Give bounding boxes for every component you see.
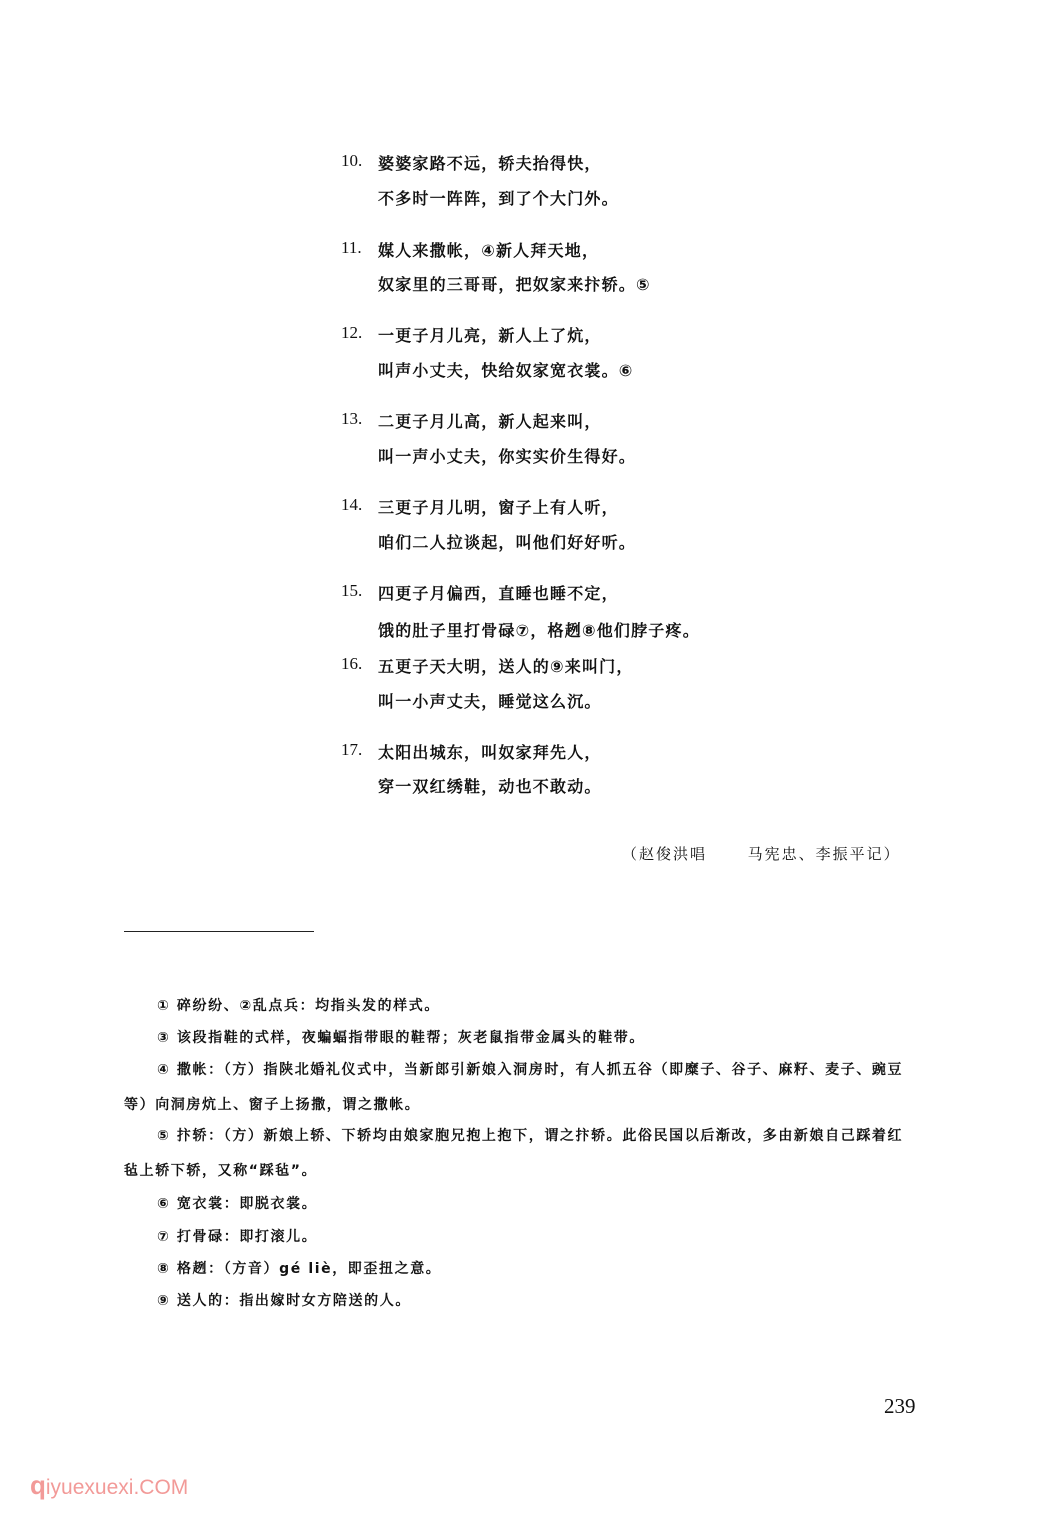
verse-number: 13.: [341, 409, 363, 428]
footnote-divider: [124, 931, 314, 932]
verse-number: 10.: [341, 151, 363, 170]
verse-line: 太阳出城东，叫奴家拜先人，: [378, 743, 602, 762]
verse-line: 不多时一阵阵，到了个大门外。: [378, 189, 619, 208]
verse-line: 四更子月偏西，直睡也睡不定，: [378, 584, 619, 603]
verse-line: 二更子月儿高，新人起来叫，: [378, 412, 602, 431]
verse-number: 16.: [341, 654, 363, 673]
verse-number: 14.: [341, 495, 363, 514]
verse-number: 15.: [341, 581, 363, 600]
footnote: ⑤ 抃轿：（方）新娘上轿、下轿均由娘家胞兄抱上抱下，谓之抃轿。此俗民国以后渐改，多由新娘自己踩着红: [157, 1128, 904, 1144]
verse-line: 奴家里的三哥哥，把奴家来抃轿。⑤: [378, 275, 651, 294]
watermark-initial: q: [30, 1470, 46, 1500]
watermark-text: iyuexuexi.COM: [45, 1476, 189, 1499]
footnote: ⑨ 送人的：指出嫁时女方陪送的人。: [157, 1293, 411, 1309]
footnote: ④ 撒帐：（方）指陕北婚礼仪式中，当新郎引新娘入洞房时，有人抓五谷（即糜子、谷子、麻籽、麦子、豌豆: [157, 1062, 904, 1078]
verse-number: 17.: [341, 740, 363, 759]
verse-line: 穿一双红绣鞋，动也不敢动。: [378, 777, 602, 796]
footnote: ⑥ 宽衣裳：即脱衣裳。: [157, 1196, 318, 1212]
verse-line: 叫一声小丈夫，你实实价生得好。: [378, 447, 637, 466]
site-watermark: [30, 1470, 188, 1501]
verse-line: 一更子月儿亮，新人上了炕，: [378, 326, 602, 345]
verse-line: 饿的肚子里打骨碌⑦，格趔⑧他们脖子疼。: [378, 621, 700, 640]
verse-number: 12.: [341, 323, 363, 342]
footnote: ③ 该段指鞋的式样，夜蝙蝠指带眼的鞋帮；灰老鼠指带金属头的鞋带。: [157, 1030, 645, 1046]
verse-line: 咱们二人拉谈起，叫他们好好听。: [378, 533, 637, 552]
verse-line: 媒人来撒帐，④新人拜天地，: [378, 241, 600, 260]
footnote: ① 碎纷纷、②乱点兵：均指头发的样式。: [157, 998, 440, 1014]
verse-number: 11.: [341, 238, 362, 257]
footnote-continuation: 毡上轿下轿，又称“踩毡”。: [124, 1163, 318, 1179]
page-number: 239: [884, 1394, 916, 1418]
verse-line: 三更子月儿明，窗子上有人听，: [378, 498, 619, 517]
verse-line: 叫声小丈夫，快给奴家宽衣裳。⑥: [378, 361, 634, 380]
footnote: ⑦ 打骨碌：即打滚儿。: [157, 1229, 318, 1245]
footnote-continuation: 等）向洞房炕上、窗子上扬撒，谓之撒帐。: [124, 1097, 421, 1113]
verse-line: 婆婆家路不远，轿夫抬得快，: [378, 154, 602, 173]
performer-credit: （赵俊洪唱 马宪忠、李振平记）: [622, 845, 901, 863]
verse-line: 五更子天大明，送人的⑨来叫门，: [378, 657, 634, 676]
footnote: ⑧ 格趔：（方音）gé liè，即歪扭之意。: [157, 1261, 442, 1277]
verse-line: 叫一小声丈夫，睡觉这么沉。: [378, 692, 602, 711]
